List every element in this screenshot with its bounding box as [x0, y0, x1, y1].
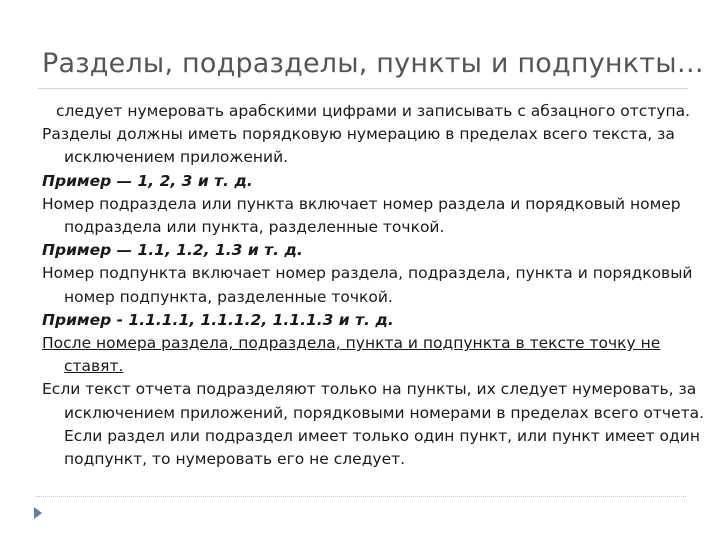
paragraph-subsection-numbering: Номер подраздела или пункта включает номер раздела и порядковый номер подраздела или пункта, разделенные точкой.: [42, 194, 681, 237]
title-divider: [38, 88, 688, 89]
paragraph-sections-numbering: Разделы должны иметь порядковую нумерацию в пределах всего текста, за исключением приложений.: [42, 125, 675, 167]
footer-divider: [36, 496, 686, 497]
paragraph-subpoint-numbering: Номер подпункта включает номер раздела, подраздела, пункта и порядковый номер подпункта, разделенные точкой.: [42, 264, 693, 306]
paragraph-no-trailing-dot: После номера раздела, подраздела, пункта и подпункта в тексте точку не ставят.: [42, 334, 661, 376]
example-subsections: Пример — 1.1, 1.2, 1.3 и т. д.: [42, 241, 303, 260]
example-subpoints: Пример - 1.1.1.1, 1.1.1.2, 1.1.1.3 и т. д.: [42, 310, 394, 329]
arrow-right-icon: [34, 507, 42, 519]
example-sections: Пример — 1, 2, 3 и т. д.: [42, 171, 253, 190]
paragraph-numbering-rule: следует нумеровать арабскими цифрами и записывать с абзацного отступа.: [56, 102, 691, 120]
slide-title: Разделы, подразделы, пункты и подпункты…: [42, 48, 704, 79]
paragraph-points-only: Если текст отчета подразделяют только на пункты, их следует нумеровать, за исключением приложений, порядковыми номерами в пределах всего отчета. Если раздел или подраздел имеет только один пункт, или пункт имеет один подпункт, то нумеровать его не следует.: [42, 380, 705, 469]
slide-body: [42, 100, 712, 471]
